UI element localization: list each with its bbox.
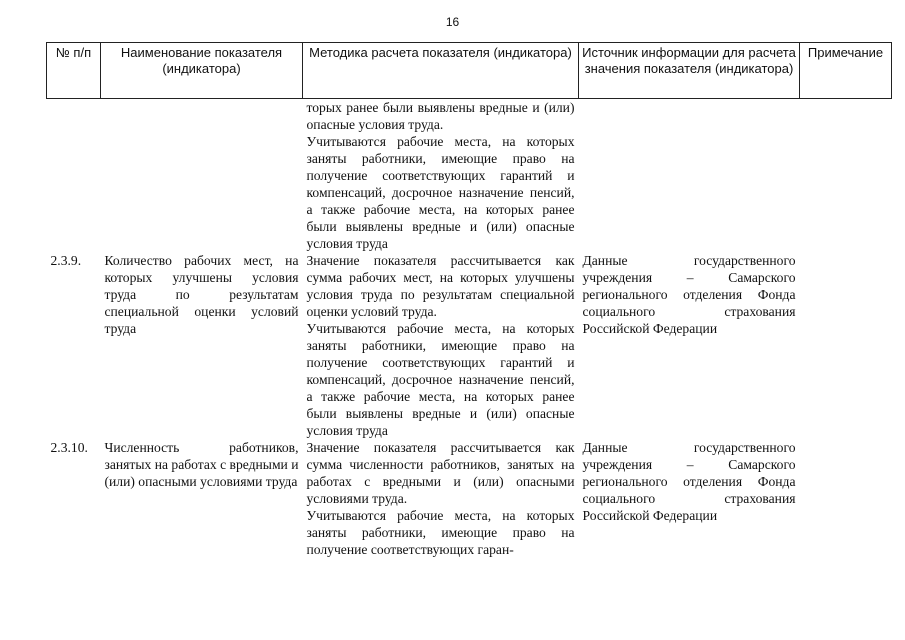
cell-note: [800, 252, 892, 439]
cell-name: Количество рабочих мест, на которых улучшены условия труда по результатам специальной оценки условий труда: [104, 253, 299, 336]
header-information-source: Источник информации для расчета значения показателя (индикатора): [579, 43, 800, 99]
header-note: Примечание: [800, 43, 892, 99]
page-number: 16: [445, 15, 460, 29]
cell-note: [800, 439, 892, 558]
cell-number: [47, 99, 101, 253]
header-calculation-method: Методика расчета показателя (индикатора): [303, 43, 579, 99]
cell-method: [303, 99, 579, 253]
method-paragraph: Учитываются рабочие места, на которых заняты работники, имеющие право на получение соответствующих гарантий и компенсаций, досрочное назначение пенсий, а также рабочие места, на которых ранее были выявлены вредные и (или) опасные условия труда: [306, 134, 575, 251]
table-row-continuation: [47, 99, 892, 253]
cell-name: [101, 99, 303, 253]
method-paragraph: Значение показателя рассчитывается как сумма рабочих мест, на которых улучшены условия труда по результатам специальной оценки условий труда.: [306, 253, 575, 319]
method-paragraph: Учитываются рабочие места, на которых заняты работники, имеющие право на получение соответствующих гарантий и компенсаций, досрочное назначение пенсий, а также рабочие места, на которых ранее были выявлены вредные и (или) опасные условия труда: [306, 321, 575, 438]
table-row: [47, 439, 892, 558]
cell-name: Численность работников, занятых на работах с вредными и (или) опасными условиями труда: [104, 440, 299, 489]
method-paragraph: Значение показателя рассчитывается как сумма численности работников, занятых на работах с вредными и (или) опасными условиями труда.: [306, 440, 575, 506]
cell-note: [800, 99, 892, 253]
table-row: [47, 252, 892, 439]
header-number: № п/п: [47, 43, 101, 99]
header-indicator-name: Наименование показателя (индикатора): [101, 43, 303, 99]
cell-method: [303, 252, 579, 439]
cell-method: [303, 439, 579, 558]
cell-source: Данные государственного учреждения – Самарского регионального отделения Фонда социального страхования Российской Федерации: [582, 253, 796, 336]
method-paragraph: торых ранее были выявлены вредные и (или) опасные условия труда.: [306, 100, 575, 132]
cell-source: [579, 99, 800, 253]
cell-number: 2.3.10.: [50, 440, 88, 455]
indicator-table: [46, 42, 892, 558]
cell-source: Данные государственного учреждения – Самарского регионального отделения Фонда социального страхования Российской Федерации: [582, 440, 796, 523]
table-header-row: [47, 43, 892, 99]
cell-number: 2.3.9.: [50, 253, 82, 268]
method-paragraph: Учитываются рабочие места, на которых заняты работники, имеющие право на получение соответствующих гаран-: [306, 508, 575, 557]
